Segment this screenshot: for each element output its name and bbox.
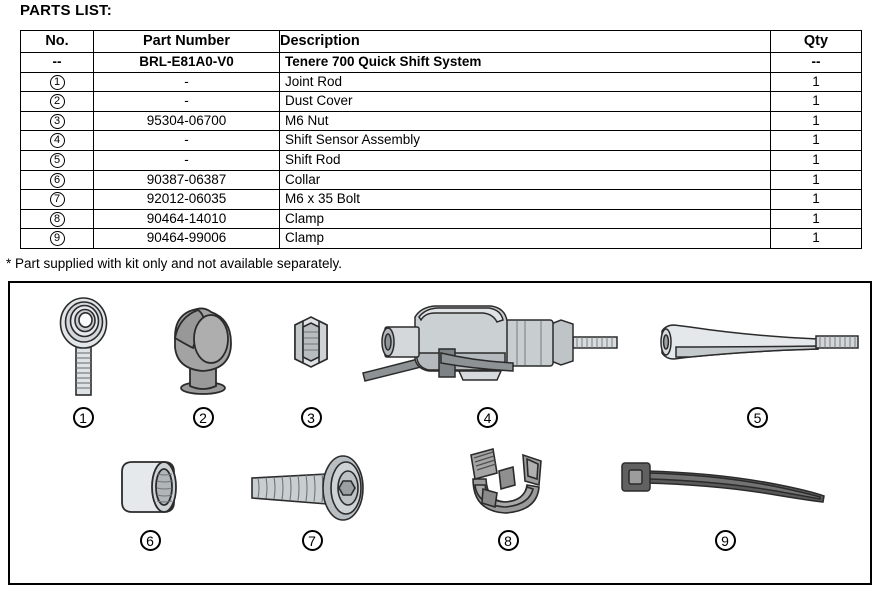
table-row bbox=[21, 72, 862, 92]
description-text: Joint Rod bbox=[285, 73, 343, 89]
table-row bbox=[21, 170, 862, 190]
part-illustration-clamp-ratchet bbox=[453, 441, 563, 551]
shift-rod-icon bbox=[650, 291, 865, 403]
item-number-badge: 9 bbox=[50, 231, 65, 246]
cell-part-number: - bbox=[94, 72, 280, 92]
collar-icon bbox=[102, 448, 198, 526]
cell-description bbox=[280, 53, 771, 73]
page-title: PARTS LIST: bbox=[20, 2, 112, 19]
m6-bolt-icon bbox=[242, 448, 382, 526]
cell-description bbox=[280, 150, 771, 170]
cell-no bbox=[21, 72, 94, 92]
table-row bbox=[21, 229, 862, 249]
description-text: Tenere 700 Quick Shift System bbox=[285, 54, 482, 69]
description-text: Shift Sensor Assembly bbox=[285, 132, 421, 148]
part-illustration-m6-nut bbox=[273, 291, 349, 428]
part-illustration-collar bbox=[102, 448, 198, 551]
description-text: Dust Cover bbox=[285, 93, 353, 109]
callout-3: 3 bbox=[301, 407, 322, 428]
item-number-badge: 6 bbox=[50, 173, 65, 188]
callout-4: 4 bbox=[477, 407, 498, 428]
table-row bbox=[21, 190, 862, 210]
cell-part-number: 95304-06700 bbox=[94, 111, 280, 131]
cell-qty: 1 bbox=[771, 170, 862, 190]
cell-part-number: - bbox=[94, 131, 280, 151]
column-header-qty: Qty bbox=[771, 31, 862, 53]
cell-part-number: BRL-E81A0-V0 bbox=[94, 53, 280, 73]
item-number-badge: 7 bbox=[50, 192, 65, 207]
cell-part-number: 90464-14010 bbox=[94, 209, 280, 229]
callout-9: 9 bbox=[715, 530, 736, 551]
cell-qty: 1 bbox=[771, 150, 862, 170]
item-number-badge: 8 bbox=[50, 212, 65, 227]
description-text: Collar bbox=[285, 171, 321, 187]
cell-qty: 1 bbox=[771, 209, 862, 229]
footnote: * Part supplied with kit only and not available separately. bbox=[6, 256, 342, 271]
cell-description bbox=[280, 72, 771, 92]
cell-description bbox=[280, 111, 771, 131]
description-text: M6 Nut bbox=[285, 112, 329, 128]
part-illustration-dust-cover bbox=[153, 291, 253, 428]
item-number-badge: 2 bbox=[50, 94, 65, 109]
cell-description bbox=[280, 209, 771, 229]
cell-description bbox=[280, 190, 771, 210]
cell-qty: 1 bbox=[771, 131, 862, 151]
cell-qty: -- bbox=[771, 53, 862, 73]
table-header-row bbox=[21, 31, 862, 53]
clamp-ratchet-icon bbox=[453, 441, 563, 526]
cell-no bbox=[21, 190, 94, 210]
column-header-no: No. bbox=[21, 31, 94, 53]
cell-no bbox=[21, 92, 94, 112]
cell-no bbox=[21, 170, 94, 190]
item-number-badge: 3 bbox=[50, 114, 65, 129]
m6-nut-icon bbox=[273, 291, 349, 403]
cell-qty: 1 bbox=[771, 229, 862, 249]
callout-2: 2 bbox=[193, 407, 214, 428]
cell-no bbox=[21, 209, 94, 229]
cell-description bbox=[280, 229, 771, 249]
column-header-part-number: Part Number bbox=[94, 31, 280, 53]
cell-no: -- bbox=[21, 53, 94, 73]
table-row bbox=[21, 150, 862, 170]
joint-rod-icon bbox=[38, 291, 128, 403]
cell-part-number: 90464-99006 bbox=[94, 229, 280, 249]
cell-part-number: 92012-06035 bbox=[94, 190, 280, 210]
callout-7: 7 bbox=[302, 530, 323, 551]
part-illustration-m6-bolt bbox=[242, 448, 382, 551]
callout-8: 8 bbox=[498, 530, 519, 551]
cell-no bbox=[21, 111, 94, 131]
callout-5: 5 bbox=[747, 407, 768, 428]
cell-qty: 1 bbox=[771, 92, 862, 112]
cell-qty: 1 bbox=[771, 190, 862, 210]
cell-part-number: 90387-06387 bbox=[94, 170, 280, 190]
description-text: Shift Rod bbox=[285, 151, 341, 167]
item-number-badge: 5 bbox=[50, 153, 65, 168]
part-illustration-joint-rod bbox=[38, 291, 128, 428]
parts-list-table bbox=[20, 30, 862, 249]
cell-no bbox=[21, 229, 94, 249]
cell-description bbox=[280, 92, 771, 112]
cable-tie-icon bbox=[610, 441, 840, 526]
dust-cover-icon bbox=[153, 291, 253, 403]
table-row bbox=[21, 209, 862, 229]
shift-sensor-assembly-icon bbox=[355, 291, 620, 403]
column-header-description: Description bbox=[280, 31, 771, 53]
part-illustration-shift-sensor-assembly bbox=[355, 291, 620, 428]
table-row bbox=[21, 131, 862, 151]
table-row bbox=[21, 53, 862, 73]
item-number-badge: 4 bbox=[50, 133, 65, 148]
cell-no bbox=[21, 150, 94, 170]
cell-description bbox=[280, 131, 771, 151]
cell-part-number: - bbox=[94, 92, 280, 112]
cell-description bbox=[280, 170, 771, 190]
table-row bbox=[21, 92, 862, 112]
cell-qty: 1 bbox=[771, 111, 862, 131]
cell-part-number: - bbox=[94, 150, 280, 170]
description-text: Clamp bbox=[285, 230, 325, 246]
description-text: Clamp bbox=[285, 210, 325, 226]
part-illustration-shift-rod bbox=[650, 291, 865, 428]
item-number-badge: 1 bbox=[50, 75, 65, 90]
part-illustration-cable-tie bbox=[610, 441, 840, 551]
cell-qty: 1 bbox=[771, 72, 862, 92]
callout-6: 6 bbox=[140, 530, 161, 551]
table-row bbox=[21, 111, 862, 131]
description-text: M6 x 35 Bolt bbox=[285, 191, 361, 207]
cell-no bbox=[21, 131, 94, 151]
parts-illustration-panel bbox=[8, 281, 872, 585]
callout-1: 1 bbox=[73, 407, 94, 428]
